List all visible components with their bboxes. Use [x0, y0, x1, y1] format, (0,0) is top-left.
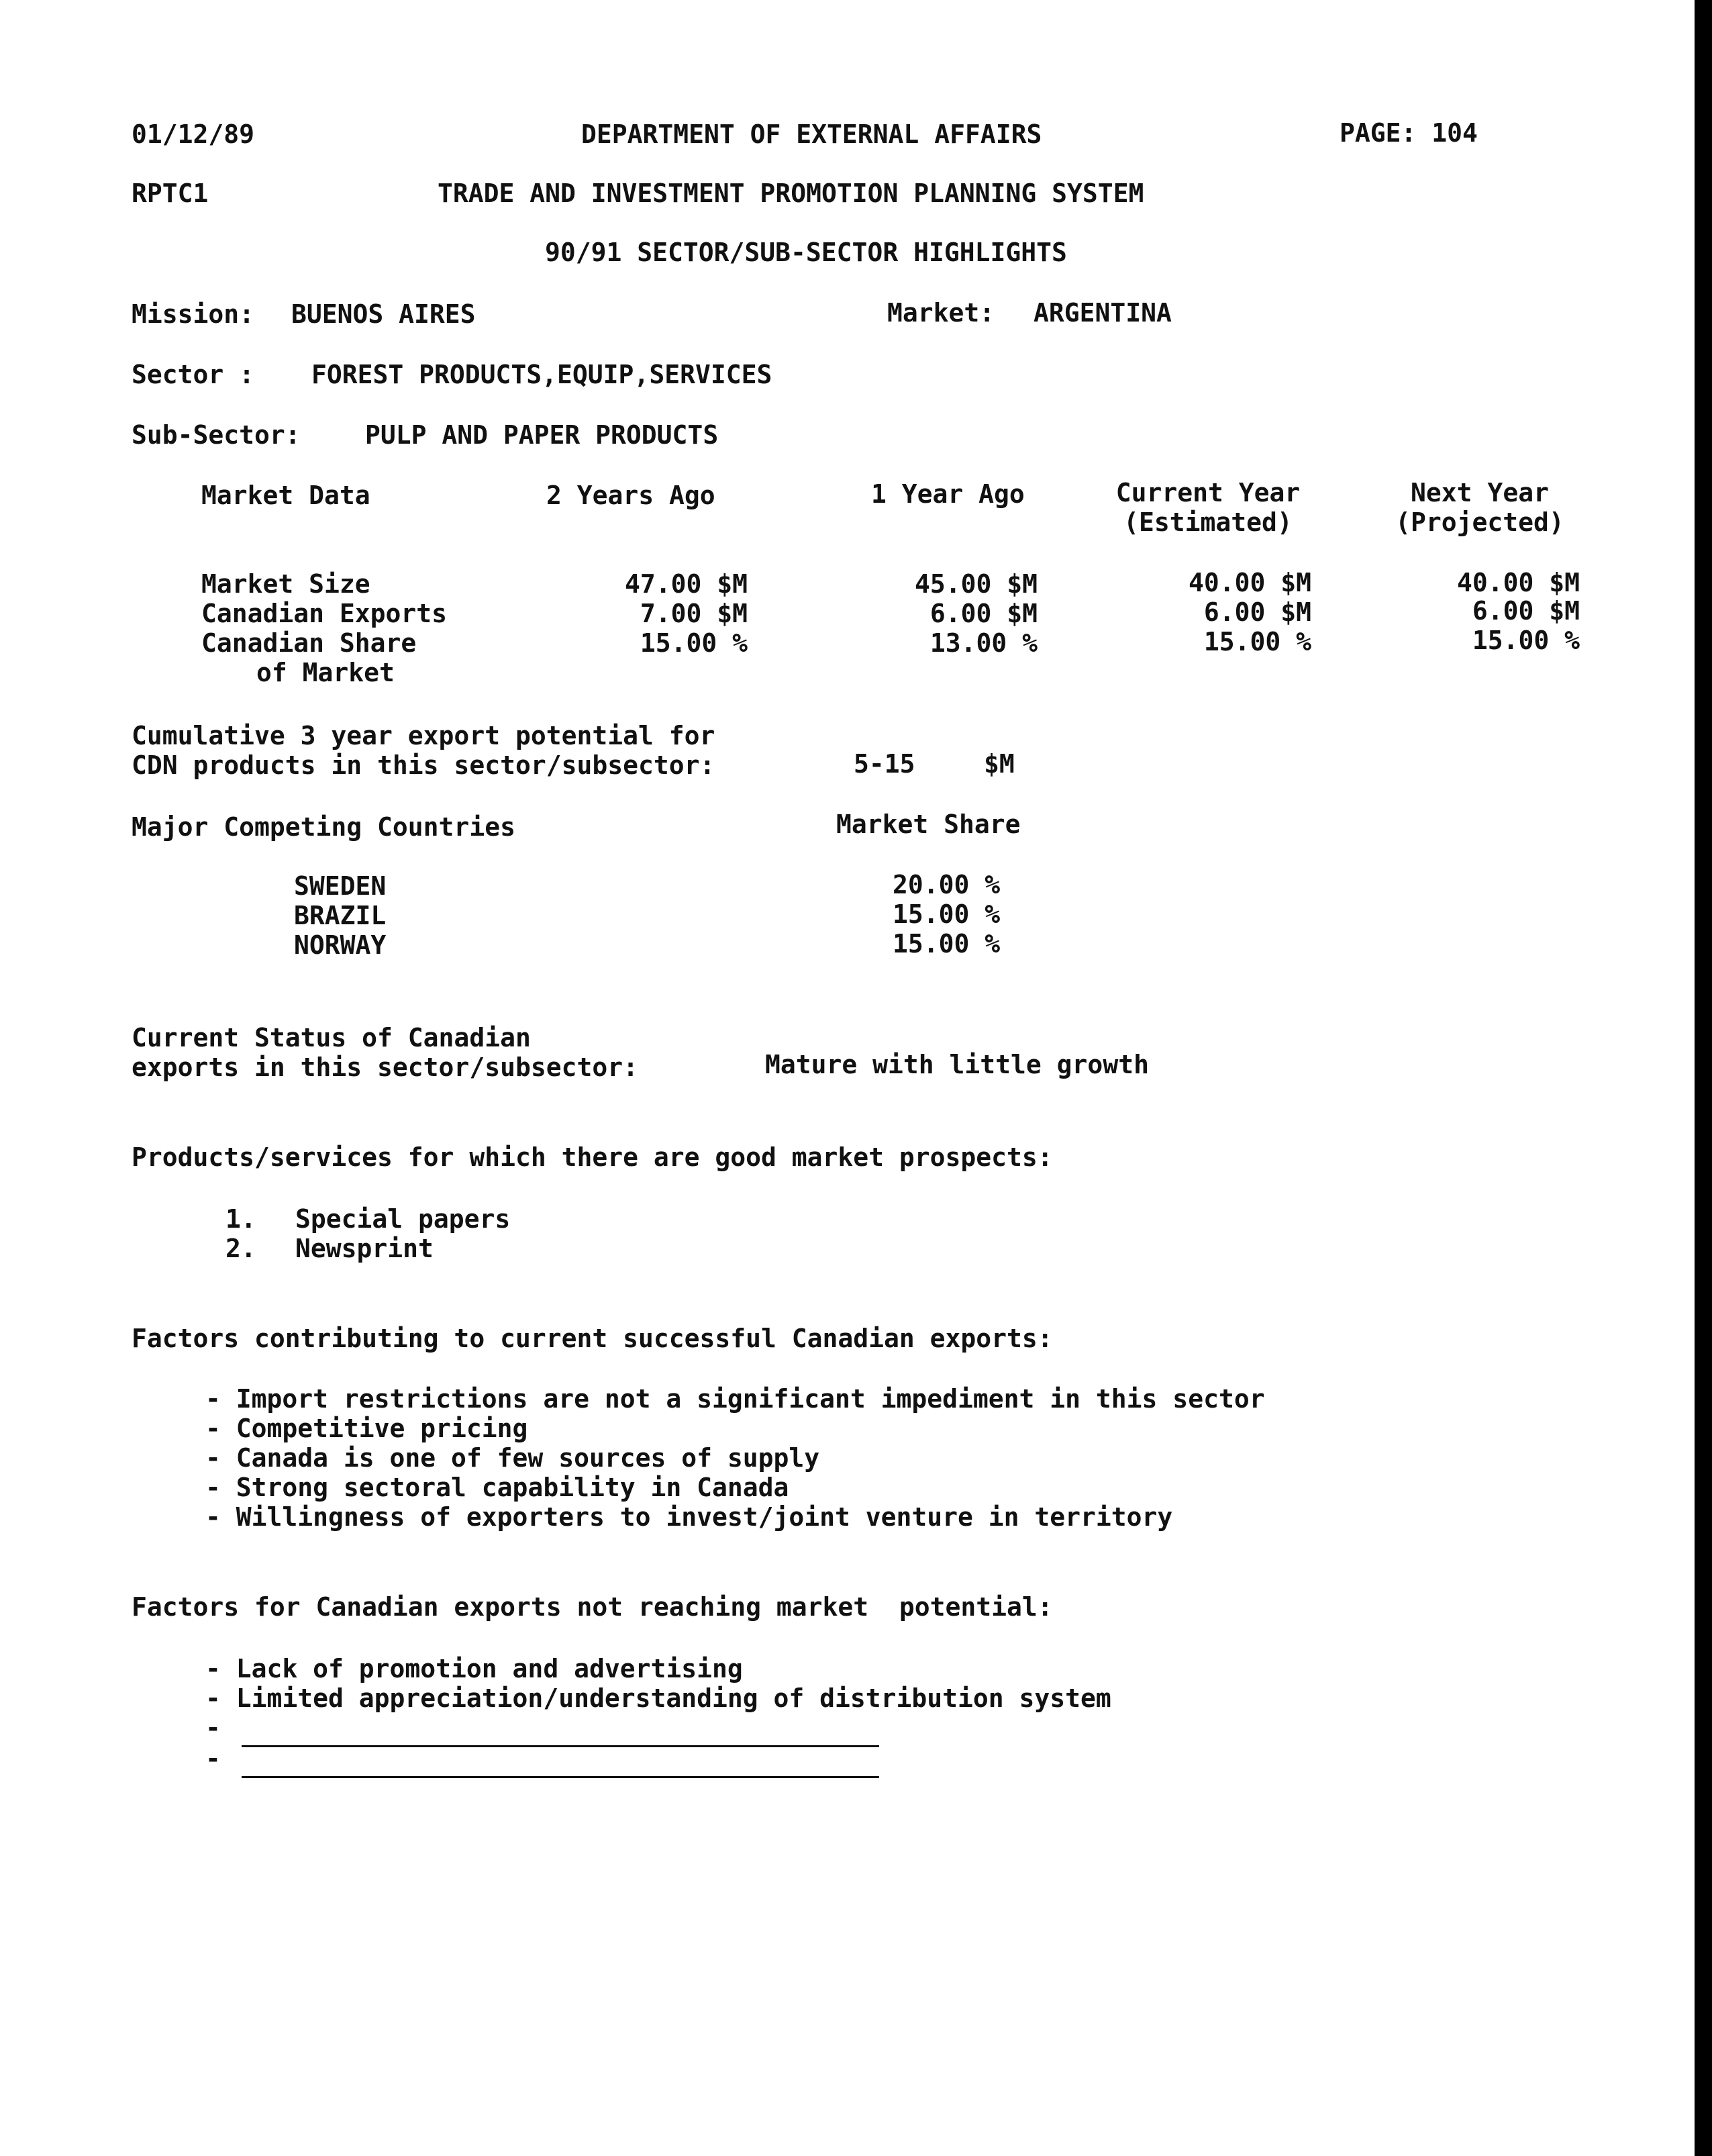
competitor-share: 15.00 %	[893, 929, 1001, 959]
market-value: ARGENTINA	[1034, 298, 1172, 328]
status-line-2: exports in this sector/subsector:	[132, 1052, 638, 1082]
competitor-country: SWEDEN	[294, 871, 387, 901]
blank-item-dash: -	[205, 1713, 221, 1743]
row-label-continued: of Market	[256, 658, 395, 687]
subsector-value: PULP AND PAPER PRODUCTS	[365, 420, 719, 450]
competitor-share: 15.00 %	[893, 899, 1001, 929]
list-item-number: 2.	[225, 1234, 256, 1263]
row-label: Canadian Exports	[201, 599, 448, 628]
list-item: Newsprint	[295, 1234, 434, 1263]
col-2-years-ago-header: 2 Years Ago	[546, 481, 715, 510]
competitor-share: 20.00 %	[893, 870, 1001, 899]
table-cell: 6.00 $M	[1203, 597, 1311, 627]
potential-line-1: Cumulative 3 year export potential for	[132, 721, 715, 750]
table-cell: 45.00 $M	[914, 569, 1038, 599]
table-cell: 15.00 %	[640, 628, 748, 658]
list-item: - Canada is one of few sources of supply	[205, 1443, 820, 1473]
blank-line	[242, 1776, 879, 1778]
competitors-header: Major Competing Countries	[132, 812, 515, 842]
table-cell: 15.00 %	[1203, 627, 1311, 656]
table-cell: 40.00 $M	[1456, 568, 1580, 597]
list-item: - Import restrictions are not a significant impediment in this sector	[205, 1384, 1265, 1414]
market-share-header: Market Share	[836, 810, 1021, 839]
system-name: TRADE AND INVESTMENT PROMOTION PLANNING SYSTEM	[438, 179, 1144, 208]
list-item: - Competitive pricing	[205, 1414, 528, 1443]
potential-range: 5-15	[854, 749, 915, 779]
competitor-country: BRAZIL	[294, 901, 387, 930]
mission-value: BUENOS AIRES	[291, 299, 476, 329]
list-item: - Willingness of exporters to invest/joint venture in territory	[205, 1502, 1173, 1532]
table-cell: 7.00 $M	[640, 599, 748, 628]
col-next-year-header: Next Year	[1411, 478, 1549, 507]
col-1-year-ago-header: 1 Year Ago	[871, 479, 1025, 509]
department-name: DEPARTMENT OF EXTERNAL AFFAIRS	[581, 119, 1042, 149]
mission-label: Mission:	[132, 299, 255, 329]
page-number: PAGE: 104	[1340, 118, 1478, 148]
status-value: Mature with little growth	[765, 1050, 1149, 1079]
potential-unit: $M	[984, 749, 1015, 779]
prospects-heading: Products/services for which there are good market prospects:	[132, 1142, 1053, 1172]
table-cell: 15.00 %	[1472, 626, 1580, 655]
col-current-year-header: Current Year	[1115, 478, 1301, 507]
list-item: - Limited appreciation/understanding of distribution system	[205, 1683, 1111, 1713]
blank-item-dash: -	[205, 1744, 221, 1773]
list-item: - Lack of promotion and advertising	[205, 1654, 743, 1683]
list-item: - Strong sectoral capability in Canada	[205, 1473, 789, 1502]
list-item-number: 1.	[225, 1204, 256, 1234]
report-date: 01/12/89	[132, 119, 255, 149]
success-factors-heading: Factors contributing to current successful Canadian exports:	[132, 1324, 1053, 1353]
potential-line-2: CDN products in this sector/subsector:	[132, 750, 715, 780]
table-cell: 6.00 $M	[929, 599, 1038, 628]
market-data-header: Market Data	[201, 481, 370, 510]
competitor-country: NORWAY	[294, 930, 387, 960]
sector-value: FOREST PRODUCTS,EQUIP,SERVICES	[311, 360, 772, 389]
row-label: Canadian Share	[201, 628, 417, 658]
table-cell: 47.00 $M	[624, 569, 748, 599]
blank-line	[242, 1745, 879, 1747]
report-title: 90/91 SECTOR/SUB-SECTOR HIGHLIGHTS	[545, 238, 1067, 267]
subsector-label: Sub-Sector:	[132, 420, 301, 450]
col-next-year-subheader: (Projected)	[1395, 507, 1564, 537]
col-current-year-subheader: (Estimated)	[1123, 507, 1293, 537]
sector-label: Sector :	[132, 360, 255, 389]
status-line-1: Current Status of Canadian	[132, 1023, 531, 1052]
table-cell: 40.00 $M	[1188, 568, 1311, 597]
market-label: Market:	[887, 298, 995, 328]
report-code: RPTC1	[132, 179, 209, 208]
barrier-factors-heading: Factors for Canadian exports not reaching market potential:	[132, 1592, 1053, 1622]
table-cell: 13.00 %	[929, 628, 1038, 658]
list-item: Special papers	[295, 1204, 511, 1234]
table-cell: 6.00 $M	[1472, 596, 1580, 626]
row-label: Market Size	[201, 569, 370, 599]
scan-edge	[1695, 0, 1712, 2156]
